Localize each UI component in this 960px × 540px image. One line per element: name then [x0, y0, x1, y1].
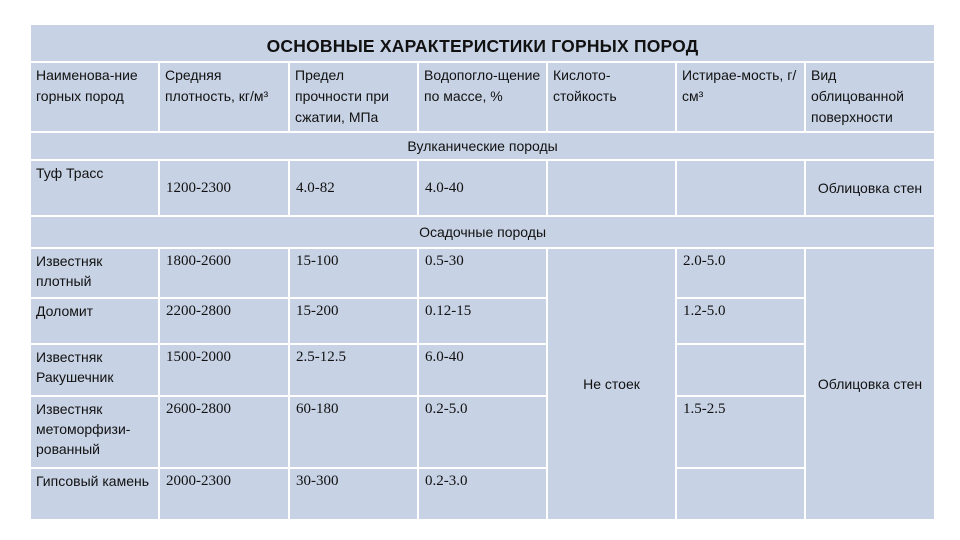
strength-cell: 30-300: [289, 468, 418, 520]
abrasion-cell: [676, 160, 805, 216]
density-cell: 1800-2600: [159, 248, 289, 298]
density-cell: 2600-2800: [159, 396, 289, 468]
density-cell: 2200-2800: [159, 298, 289, 344]
column-header-absorption: Водопогло-щение по массе, %: [418, 62, 547, 132]
table-row: [30, 298, 935, 344]
absorption-cell: 6.0-40: [418, 344, 547, 396]
abrasion-cell: 2.0-5.0: [676, 248, 805, 298]
acid-resistance-merged-cell: Не стоек: [547, 248, 676, 520]
rock-name-cell: Известняк плотный: [30, 248, 159, 298]
density-cell: 2000-2300: [159, 468, 289, 520]
density-cell: 1200-2300: [159, 160, 289, 216]
column-header-name: Наименова-ние горных пород: [30, 62, 159, 132]
strength-cell: 4.0-82: [289, 160, 418, 216]
abrasion-cell: [676, 468, 805, 520]
column-header-density: Средняя плотность, кг/м³: [159, 62, 289, 132]
column-header-surface: Вид облицованной поверхности: [805, 62, 935, 132]
absorption-cell: 0.2-5.0: [418, 396, 547, 468]
rock-name-cell: Туф Трасс: [30, 160, 159, 216]
rock-name-cell: Известняк метоморфизи-рованный: [30, 396, 159, 468]
table-row: [30, 160, 935, 216]
absorption-cell: 0.5-30: [418, 248, 547, 298]
table-row: [30, 468, 935, 520]
column-header-strength: Предел прочности при сжатии, МПа: [289, 62, 418, 132]
strength-cell: 60-180: [289, 396, 418, 468]
strength-cell: 15-100: [289, 248, 418, 298]
absorption-cell: 0.12-15: [418, 298, 547, 344]
abrasion-cell: [676, 344, 805, 396]
section-header-volcanic: Вулканические породы: [30, 132, 935, 160]
absorption-cell: 4.0-40: [418, 160, 547, 216]
surface-merged-cell: Облицовка стен: [805, 248, 935, 520]
table-title: ОСНОВНЫЕ ХАРАКТЕРИСТИКИ ГОРНЫХ ПОРОД: [30, 24, 935, 62]
rock-characteristics-table: [29, 23, 936, 521]
table-row: [30, 396, 935, 468]
density-cell: 1500-2000: [159, 344, 289, 396]
column-header-abrasion: Истирае-мость, г/см³: [676, 62, 805, 132]
rock-name-cell: Известняк Ракушечник: [30, 344, 159, 396]
absorption-cell: 0.2-3.0: [418, 468, 547, 520]
column-header-acid-resistance: Кислото-стойкость: [547, 62, 676, 132]
section-header-sedimentary: Осадочные породы: [30, 216, 935, 248]
rock-name-cell: Гипсовый камень: [30, 468, 159, 520]
rock-name-cell: Доломит: [30, 298, 159, 344]
strength-cell: 15-200: [289, 298, 418, 344]
header-row: [30, 62, 935, 132]
strength-cell: 2.5-12.5: [289, 344, 418, 396]
table-row: [30, 248, 935, 298]
acid-resistance-cell: [547, 160, 676, 216]
table-row: [30, 344, 935, 396]
abrasion-cell: 1.2-5.0: [676, 298, 805, 344]
surface-cell: Облицовка стен: [805, 160, 935, 216]
abrasion-cell: 1.5-2.5: [676, 396, 805, 468]
